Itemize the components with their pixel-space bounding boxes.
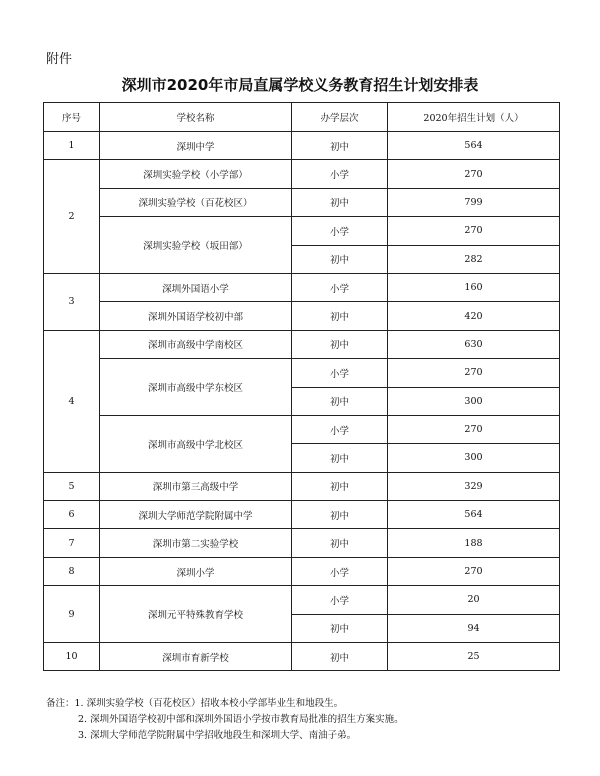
level-cell: 小学 — [292, 557, 388, 585]
header-plan: 2020年招生计划（人） — [388, 103, 560, 132]
note-line: 备注：1. 深圳实验学校（百花校区）招收本校小学部毕业生和地段生。 — [46, 698, 344, 709]
notes — [46, 696, 404, 744]
enrollment-plan-table — [43, 102, 560, 671]
note-line: 2. 深圳外国语学校初中部和深圳外国语小学按市教育局批准的招生方案实施。 — [78, 714, 404, 725]
school-name-cell: 深圳市高级中学东校区 — [100, 359, 292, 416]
table-row — [44, 415, 560, 443]
plan-cell: 630 — [388, 330, 560, 358]
seq-cell: 9 — [44, 586, 100, 643]
seq-cell: 2 — [44, 160, 100, 274]
school-name-cell: 深圳市第三高级中学 — [100, 472, 292, 500]
header-level: 办学层次 — [292, 103, 388, 132]
level-cell: 初中 — [292, 501, 388, 529]
level-cell: 初中 — [292, 132, 388, 160]
plan-cell: 564 — [388, 501, 560, 529]
seq-cell: 10 — [44, 643, 100, 671]
plan-cell: 300 — [388, 387, 560, 415]
level-cell: 初中 — [292, 387, 388, 415]
school-name-cell: 深圳市高级中学北校区 — [100, 415, 292, 472]
table-row — [44, 188, 560, 216]
table-row — [44, 501, 560, 529]
plan-cell: 188 — [388, 529, 560, 557]
table-row — [44, 557, 560, 585]
level-cell: 小学 — [292, 160, 388, 188]
level-cell: 初中 — [292, 245, 388, 273]
school-name-cell: 深圳外国语小学 — [100, 273, 292, 301]
plan-cell: 20 — [388, 586, 560, 614]
level-cell: 初中 — [292, 188, 388, 216]
school-name-cell: 深圳市第二实验学校 — [100, 529, 292, 557]
school-name-cell: 深圳中学 — [100, 132, 292, 160]
table-row — [44, 273, 560, 301]
school-name-cell: 深圳实验学校（小学部） — [100, 160, 292, 188]
school-name-cell: 深圳外国语学校初中部 — [100, 302, 292, 330]
level-cell: 小学 — [292, 217, 388, 245]
plan-cell: 270 — [388, 557, 560, 585]
table-row — [44, 132, 560, 160]
plan-cell: 799 — [388, 188, 560, 216]
plan-cell: 282 — [388, 245, 560, 273]
table-row — [44, 359, 560, 387]
page-title: 深圳市2020年市局直属学校义务教育招生计划安排表 — [121, 76, 479, 94]
school-name-cell: 深圳实验学校（百花校区） — [100, 188, 292, 216]
note-line: 3. 深圳大学师范学院附属中学招收地段生和深圳大学、南油子弟。 — [78, 730, 357, 741]
seq-cell: 4 — [44, 330, 100, 472]
header-school: 学校名称 — [100, 103, 292, 132]
seq-cell: 7 — [44, 529, 100, 557]
attachment-label: 附件 — [46, 52, 73, 67]
plan-cell: 25 — [388, 643, 560, 671]
school-name-cell: 深圳元平特殊教育学校 — [100, 586, 292, 643]
level-cell: 初中 — [292, 302, 388, 330]
school-name-cell: 深圳市育新学校 — [100, 643, 292, 671]
level-cell: 小学 — [292, 359, 388, 387]
level-cell: 初中 — [292, 330, 388, 358]
level-cell: 小学 — [292, 415, 388, 443]
plan-cell: 270 — [388, 160, 560, 188]
plan-cell: 94 — [388, 614, 560, 642]
level-cell: 小学 — [292, 273, 388, 301]
level-cell: 小学 — [292, 586, 388, 614]
plan-cell: 160 — [388, 273, 560, 301]
table-header-row — [44, 103, 560, 132]
level-cell: 初中 — [292, 444, 388, 472]
school-name-cell: 深圳市高级中学南校区 — [100, 330, 292, 358]
school-name-cell: 深圳小学 — [100, 557, 292, 585]
plan-cell: 564 — [388, 132, 560, 160]
seq-cell: 5 — [44, 472, 100, 500]
table-row — [44, 472, 560, 500]
table-body — [44, 132, 560, 671]
seq-cell: 3 — [44, 273, 100, 330]
plan-cell: 270 — [388, 217, 560, 245]
school-name-cell: 深圳实验学校（坂田部） — [100, 217, 292, 274]
table-row — [44, 643, 560, 671]
table-row — [44, 529, 560, 557]
table-row — [44, 586, 560, 614]
seq-cell: 1 — [44, 132, 100, 160]
level-cell: 初中 — [292, 643, 388, 671]
plan-cell: 270 — [388, 415, 560, 443]
school-name-cell: 深圳大学师范学院附属中学 — [100, 501, 292, 529]
plan-cell: 420 — [388, 302, 560, 330]
plan-cell: 270 — [388, 359, 560, 387]
seq-cell: 8 — [44, 557, 100, 585]
plan-cell: 329 — [388, 472, 560, 500]
table-row — [44, 330, 560, 358]
seq-cell: 6 — [44, 501, 100, 529]
plan-cell: 300 — [388, 444, 560, 472]
level-cell: 初中 — [292, 472, 388, 500]
table-row — [44, 217, 560, 245]
table-row — [44, 160, 560, 188]
header-seq: 序号 — [44, 103, 100, 132]
level-cell: 初中 — [292, 614, 388, 642]
table-row — [44, 302, 560, 330]
level-cell: 初中 — [292, 529, 388, 557]
